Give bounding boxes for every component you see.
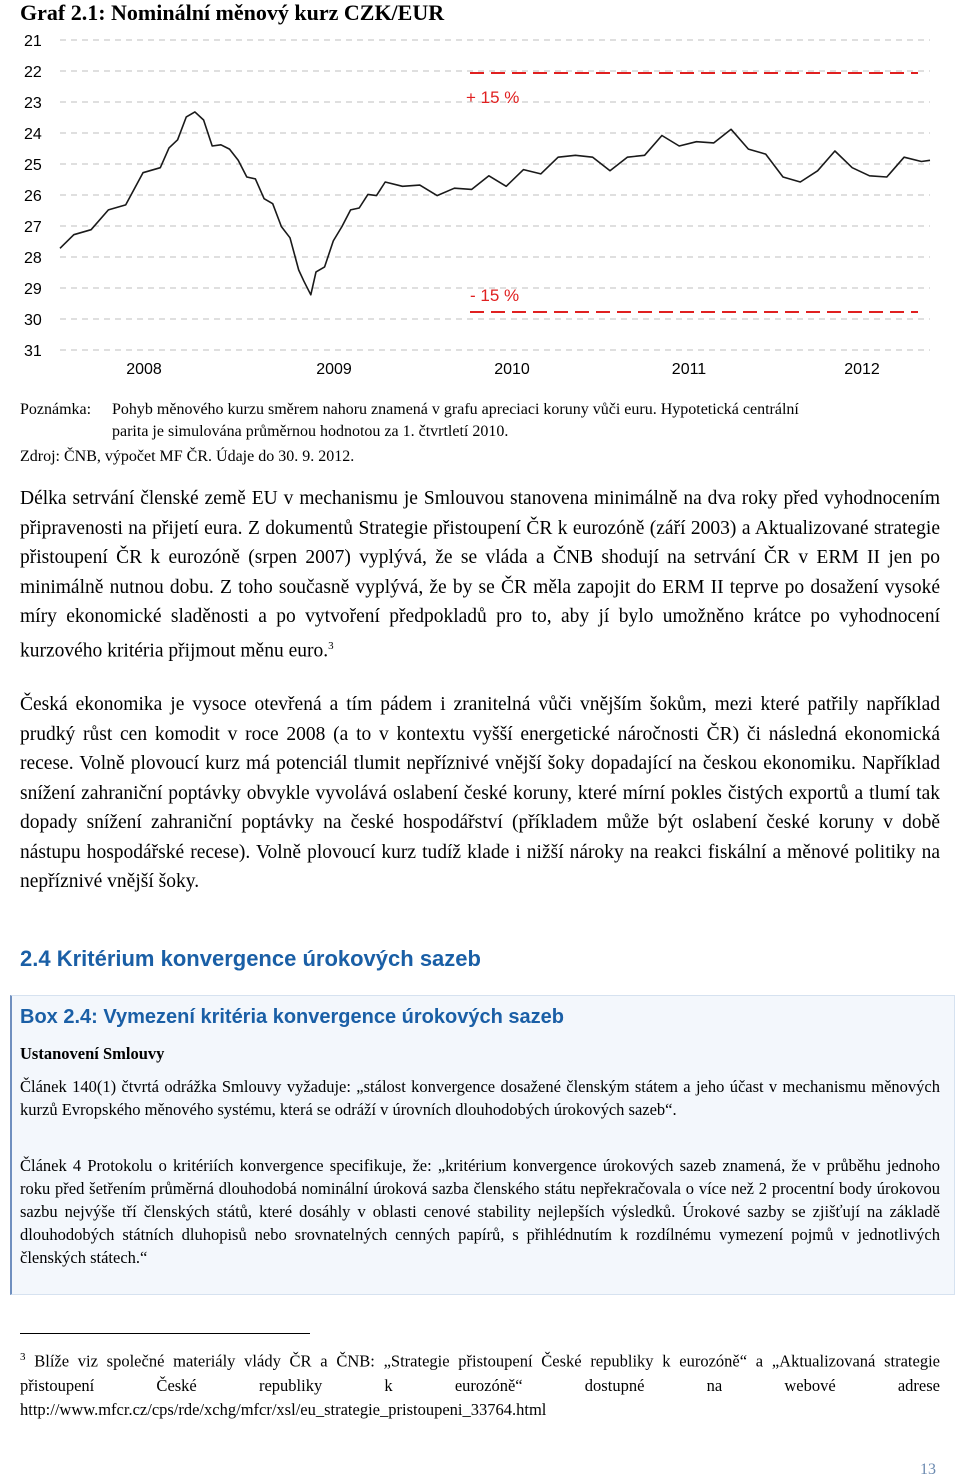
fluctuation-band [466,73,918,312]
y-tick-label: 24 [24,126,42,143]
footnote-text: Blíže viz společné materiály vlády ČR a ČNB: „Strategie přistoupení České republiky k eurozóně“ a „Aktualizovaná strategie přistoupení České republiky k eurozóně“ dostupné na webové adrese http://www.mfcr.cz/cps/rde/xchg/mfcr/xsl/eu_strategie_pristoupeni_33764.html [20,1351,940,1419]
y-tick-label: 28 [24,250,42,267]
exchange-rate-chart [0,0,960,390]
chart-note-label: Poznámka: [20,401,92,418]
box-subtitle: Ustanovení Smlouvy [20,1044,165,1063]
lower-band-label: - 15 % [470,286,520,305]
upper-band-label: + 15 % [466,88,520,107]
x-tick-label: 2008 [126,361,162,378]
footnote-number: 3 [20,1351,26,1363]
chart-title: Graf 2.1: Nominální měnový kurz CZK/EUR [20,0,445,25]
y-tick-label: 23 [24,95,42,112]
y-axis-ticks [24,33,42,360]
y-tick-label: 22 [24,64,42,81]
paragraph-economy [20,690,940,897]
y-tick-label: 27 [24,219,42,236]
footnote [20,1345,940,1422]
x-tick-label: 2009 [316,361,352,378]
y-tick-label: 29 [24,281,42,298]
paragraph-economy-text: Česká ekonomika je vysoce otevřená a tím pádem i zranitelná vůči vnějším šokům, mezi které patřily například prudký růst cen komodit v roce 2008 (a to v kontextu vyšší energetické náročnosti ČR) či následná ekonomická recese. Volně plovoucí kurz má potenciál tlumit nepříznivé vnější šoky dopadající na českou ekonomiku. Například snížení zahraniční poptávky obvykle vyvolává oslabení české koruny, které mírní pokles čistých exportů a tlumí tak dopady snížení zahraniční poptávky na české hospodářství (příkladem může být oslabení české koruny v době nástupu hospodářské recese). Volně plovoucí kurz tudíž klade i nižší nároky na reakci fiskální a měnové politiky na nepříznivé vnější šoky. [20,694,940,892]
box-paragraph-1: Článek 140(1) čtvrtá odrážka Smlouvy vyžaduje: „stálost konvergence dosažené členským státem a jeho účast v mechanismu měnových kurzů Evropského měnového systému, která se odráží v úrovních dlouhodobých úrokových sazeb“. [20,1077,940,1119]
footnote-divider [20,1333,310,1334]
y-tick-label: 21 [24,33,42,50]
box-paragraph-2: Článek 4 Protokolu o kritériích konvergence specifikuje, že: „kritérium konvergence úrokových sazeb znamená, že v průběhu jednoho roku před šetřením průměrná dlouhodobá nominální úroková sazba členského státu nepřekračovala o více než 2 procentní body úrokovou sazbu nejvýše tří členských států, které dosáhly v oblasti cenové stability nejlepších výsledků. Úrokové sazby se zjišťují na základě dlouhodobých státních dluhopisů nebo srovnatelných cenných papírů, s přihlédnutím k rozdílnému vymezení pojmů v jednotlivých členských státech.“ [20,1156,940,1267]
y-tick-label: 25 [24,157,42,174]
y-tick-label: 26 [24,188,42,205]
section-heading: 2.4 Kritérium konvergence úrokových sazeb [20,946,481,971]
y-tick-label: 30 [24,312,42,329]
page-number: 13 [920,1461,936,1478]
x-tick-label: 2010 [494,361,530,378]
box-title: Box 2.4: Vymezení kritéria konvergence úrokových sazeb [20,1006,564,1028]
footnote-ref: 3 [328,639,334,652]
chart-note-line1: Pohyb měnového kurzu směrem nahoru znamená v grafu apreciaci koruny vůči euru. Hypotetická centrální [112,401,799,418]
x-tick-label: 2012 [844,361,880,378]
series-lines [60,112,930,295]
x-tick-label: 2011 [671,361,707,378]
x-axis-ticks [126,361,880,378]
series-line-czk-eur [60,112,930,295]
paragraph-erm-text: Délka setrvání členské země EU v mechanismu je Smlouvou stanovena minimálně na dva roky před vyhodnocením připravenosti na přijetí eura. Z dokumentů Strategie přistoupení ČR k eurozóně (září 2003) a Aktualizované strategie přistoupení ČR k eurozóně (srpen 2007) vyplývá, že se vláda a ČNB shodují na setrvání ČR v ERM II jen po minimálně nutnou dobu. Z toho současně vyplývá, že by se ČR měla zapojit do ERM II teprve po dosažení vysoké míry ekonomické sladěnosti a po vytvoření předpokladů pro to, aby jí bylo umožněno krátce po vyhodnocení kurzového kritéria přijmout měnu euro. [20,488,940,661]
chart-source: Zdroj: ČNB, výpočet MF ČR. Údaje do 30. 9. 2012. [20,448,355,465]
paragraph-erm [20,484,940,666]
y-tick-label: 31 [24,343,42,360]
chart-note-line2: parita je simulována průměrnou hodnotou za 1. čtvrtletí 2010. [112,423,509,440]
